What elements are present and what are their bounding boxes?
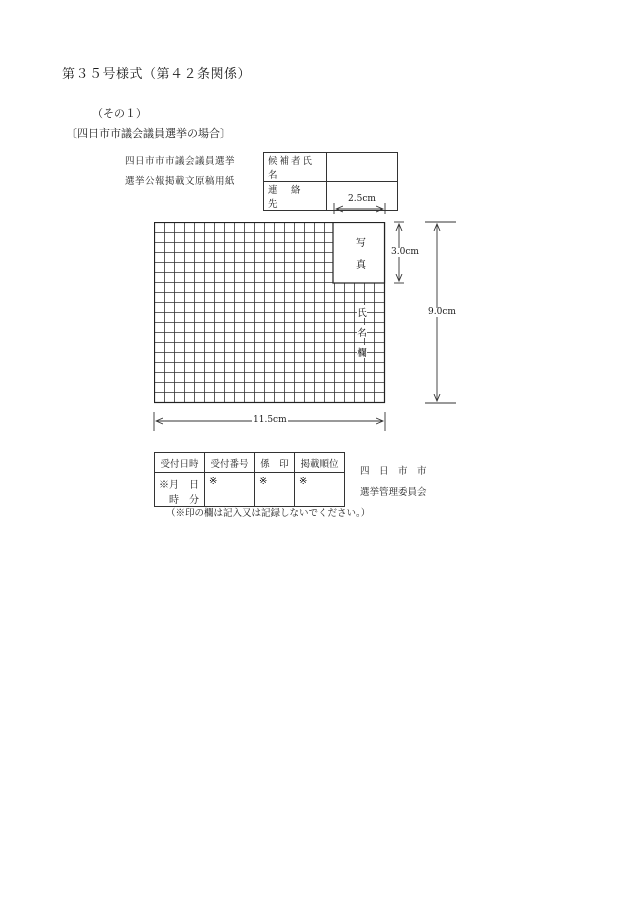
clerk-seal-header: 係 印 — [255, 453, 295, 473]
publish-order-mark: ※ — [299, 476, 308, 487]
photo-width-label: 2.5cm — [348, 194, 376, 204]
hour-minute-text: 時 分 — [169, 495, 199, 506]
contact-label: 連 絡 先 — [264, 182, 327, 211]
reception-number-mark: ※ — [209, 476, 218, 487]
photo-char-1: 写 — [356, 238, 366, 249]
form-case-label: 〔四日市市議会議員選挙の場合〕 — [66, 127, 231, 140]
name-char-3: 欄 — [357, 348, 367, 359]
name-char-2: 名 — [357, 328, 367, 339]
candidate-name-label: 候補者氏名 — [264, 153, 327, 182]
name-char-1: 氏 — [357, 308, 367, 319]
form-sub-number: （その１） — [92, 107, 147, 120]
paper-name: 選挙公報掲載文原稿用紙 — [125, 176, 236, 187]
total-width-label: 11.5cm — [253, 415, 287, 425]
photo-height-label: 3.0cm — [391, 247, 419, 257]
reception-datetime-cell — [155, 473, 205, 507]
clerk-seal-mark: ※ — [259, 476, 268, 487]
footnote: （※印の欄は記入又は記録しないでください。） — [166, 508, 371, 519]
publish-order-cell — [295, 473, 345, 507]
reception-datetime-header: 受付日時 — [155, 453, 205, 473]
reception-number-cell — [205, 473, 255, 507]
office-line-2: 選挙管理委員会 — [360, 487, 427, 498]
month-day-text: ※月 日 — [159, 480, 199, 491]
reception-table — [154, 452, 345, 507]
photo-char-2: 真 — [356, 260, 366, 271]
reception-number-header: 受付番号 — [205, 453, 255, 473]
office-line-1: 四 日 市 市 — [360, 466, 427, 477]
clerk-seal-cell — [255, 473, 295, 507]
election-name: 四日市市市議会議員選挙 — [125, 156, 236, 167]
form-title: 第３５号様式（第４２条関係） — [62, 67, 252, 82]
total-height-label: 9.0cm — [428, 307, 456, 317]
publish-order-header: 掲載順位 — [295, 453, 345, 473]
